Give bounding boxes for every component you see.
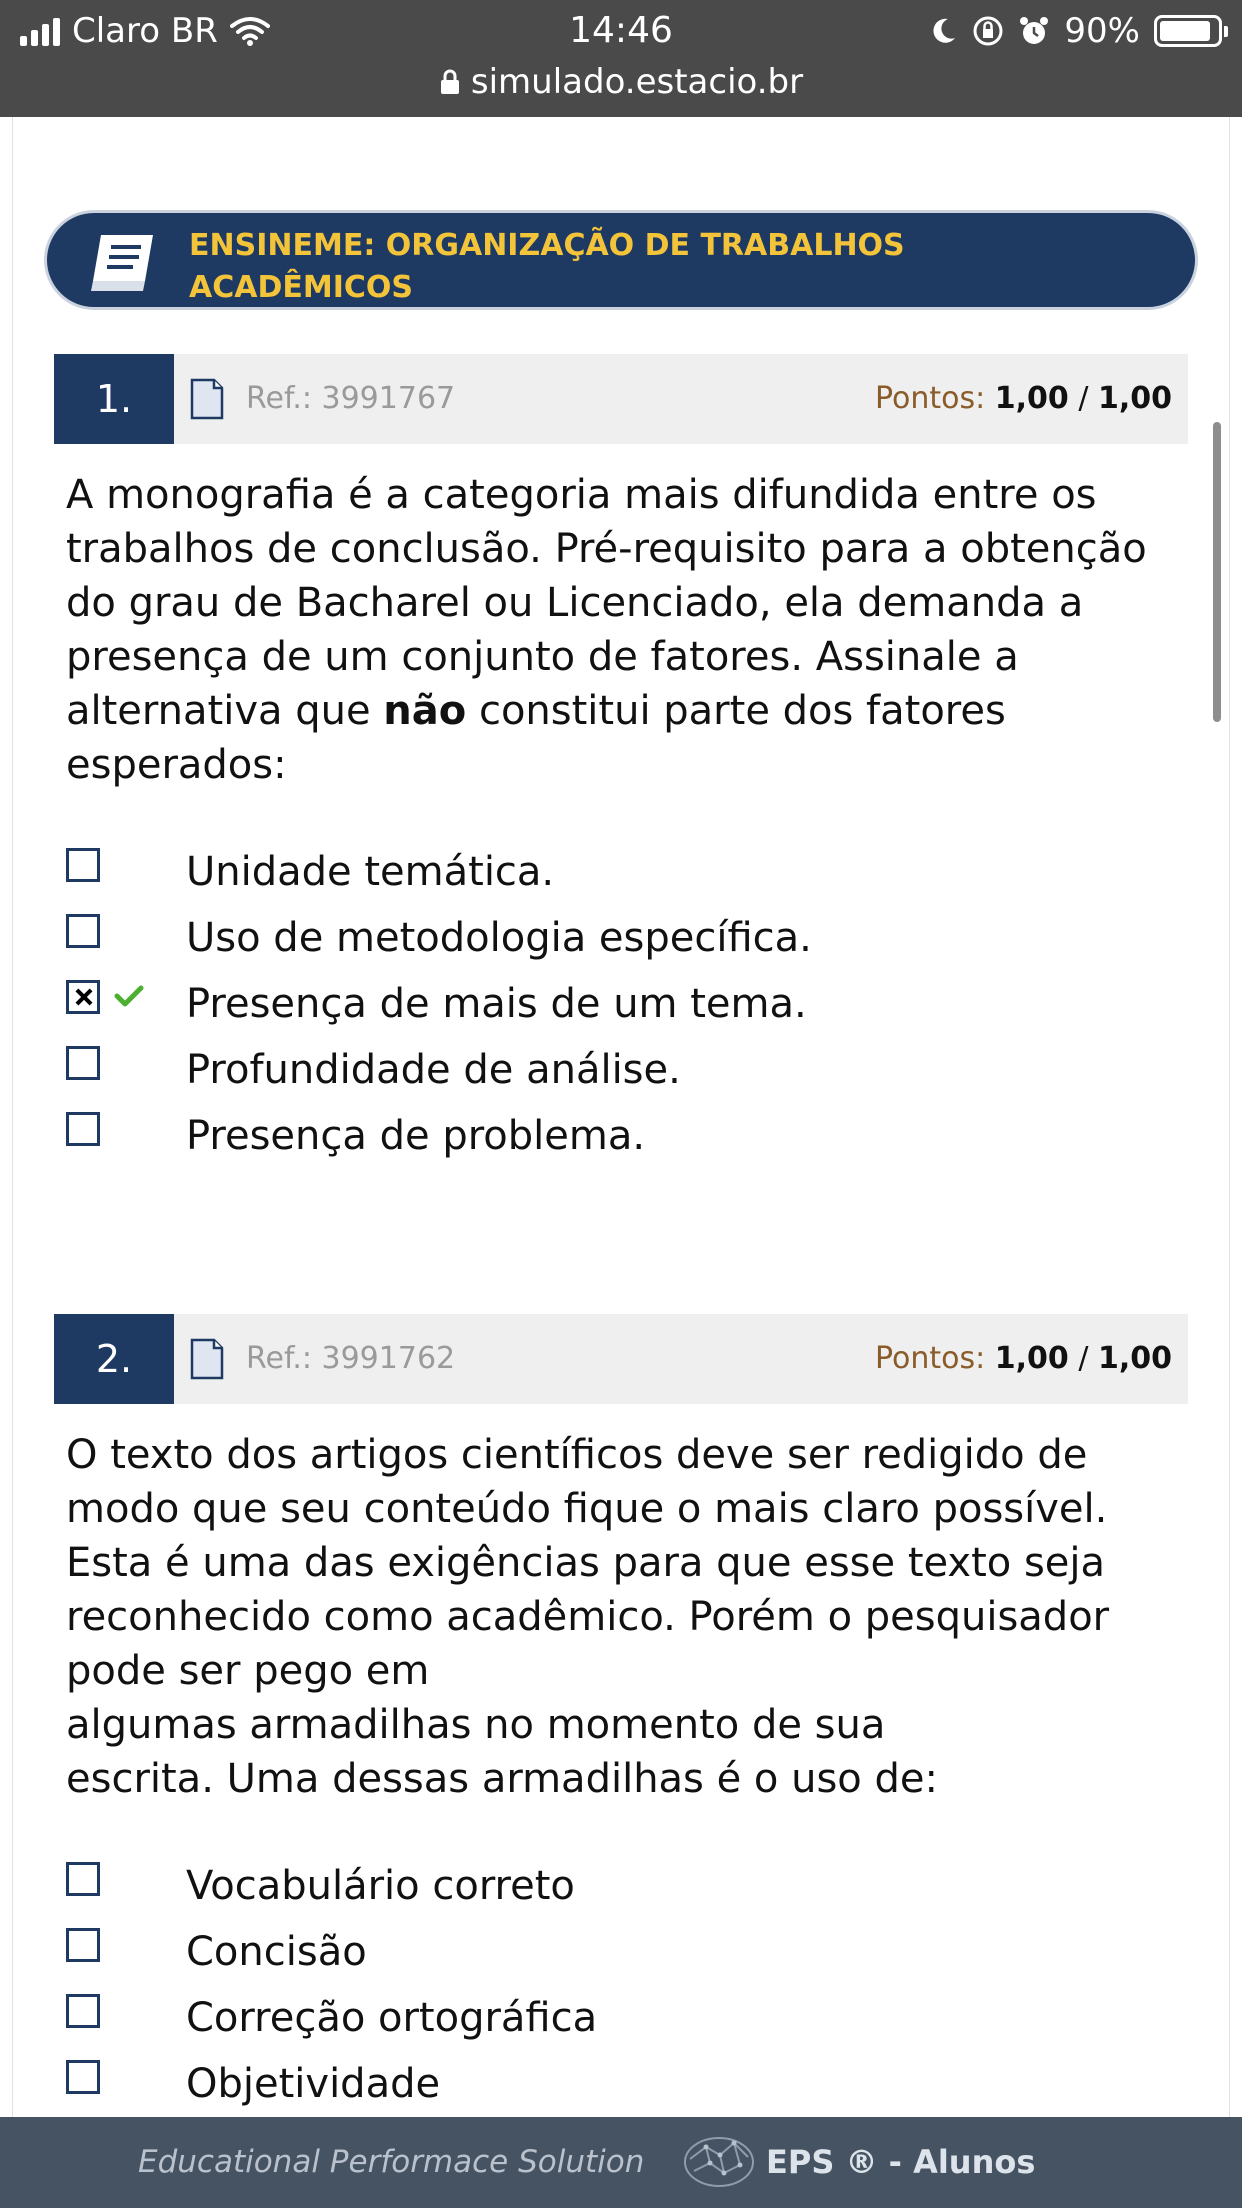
option-label: Correção ortográfica (186, 1995, 598, 2041)
option-label: Presença de problema. (186, 1113, 646, 1159)
option-checkbox[interactable] (66, 2060, 100, 2094)
exam-banner (44, 210, 1198, 310)
battery-icon (1154, 15, 1222, 47)
option-label: Objetividade (186, 2061, 441, 2107)
option-checkbox[interactable] (66, 1112, 100, 1146)
brain-logo-icon (680, 2133, 758, 2191)
footer-tagline: Educational Performace Solution (138, 2144, 645, 2180)
points-max: 1,00 (1097, 1341, 1172, 1376)
question-ref: Ref.: 3991762 (246, 1341, 456, 1376)
book-icon (87, 231, 163, 295)
banner-title: ENSINEME: ORGANIZAÇÃO DE TRABALHOS ACADÊMICOS (189, 228, 905, 305)
answer-option[interactable] (66, 842, 1166, 902)
points-separator: / (1078, 1341, 1089, 1376)
question-header (54, 1314, 1188, 1404)
clock: 14:46 (569, 10, 673, 51)
answer-option[interactable] (66, 2054, 1166, 2114)
option-label: Profundidade de análise. (186, 1047, 681, 1093)
question-number: 1. (54, 354, 174, 444)
alarm-icon (1018, 15, 1050, 47)
question-points (875, 1334, 1172, 1384)
document-icon (190, 1338, 224, 1380)
battery-percent: 90% (1064, 11, 1140, 51)
answer-option[interactable] (66, 908, 1166, 968)
option-label: Concisão (186, 1929, 367, 1975)
answer-option[interactable] (66, 1922, 1166, 1982)
footer (0, 2117, 1242, 2208)
points-separator: / (1078, 381, 1089, 416)
question-number: 2. (54, 1314, 174, 1404)
lock-icon (439, 68, 461, 96)
option-checkbox[interactable] (66, 1046, 100, 1080)
correct-check-icon (114, 984, 144, 1008)
rotation-lock-icon (972, 15, 1004, 47)
points-score: 1,00 (994, 381, 1069, 416)
option-label: Unidade temática. (186, 849, 555, 895)
answer-option[interactable] (66, 1856, 1166, 1916)
address-bar[interactable] (0, 60, 1242, 104)
question-points (875, 374, 1172, 424)
option-label: Vocabulário correto (186, 1863, 575, 1909)
answer-option[interactable] (66, 1040, 1166, 1100)
carrier-name: Claro BR (72, 11, 218, 51)
moon-icon (928, 16, 958, 46)
option-checkbox[interactable] (66, 848, 100, 882)
option-checkbox[interactable] (66, 914, 100, 948)
question-ref: Ref.: 3991767 (246, 381, 456, 416)
answer-option[interactable] (66, 1988, 1166, 2048)
option-checkbox[interactable] (66, 1928, 100, 1962)
points-max: 1,00 (1097, 381, 1172, 416)
option-label: Presença de mais de um tema. (186, 981, 807, 1027)
points-label: Pontos: (874, 1341, 986, 1376)
answer-option[interactable] (66, 1106, 1166, 1166)
points-score: 1,00 (994, 1341, 1069, 1376)
question-header (54, 354, 1188, 444)
option-label: Uso de metodologia específica. (186, 915, 812, 961)
question-text: O texto dos artigos científicos deve ser redigido de modo que seu conteúdo fique o mais claro possível. Esta é uma das exigências para que esse texto seja reconhecido como acadêmico. Porém o pesquisador pode ser pego em algumas armadilhas no momento de sua escrita. Uma dessas armadilhas é o uso de: (66, 1432, 1110, 1802)
document-icon (190, 378, 224, 420)
status-right (928, 8, 1222, 54)
option-checkbox[interactable] (66, 1862, 100, 1896)
footer-brand[interactable]: EPS ® - Alunos (766, 2143, 1036, 2181)
answer-option[interactable] (66, 974, 1166, 1034)
question-text: A monografia é a categoria mais difundida entre os trabalhos de conclusão. Pré-requisito para a obtenção do grau de Bacharel ou Licenciado, ela demanda a presença de um conjunto de fatores. Assinale a alternativa que não constitui parte dos fatores esperados: (66, 472, 1147, 788)
option-checkbox-checked[interactable] (66, 980, 100, 1014)
status-bar (0, 0, 1242, 117)
points-label: Pontos: (874, 381, 986, 416)
url-text: simulado.estacio.br (470, 62, 804, 102)
scrollbar[interactable] (1213, 422, 1221, 722)
option-checkbox[interactable] (66, 1994, 100, 2028)
